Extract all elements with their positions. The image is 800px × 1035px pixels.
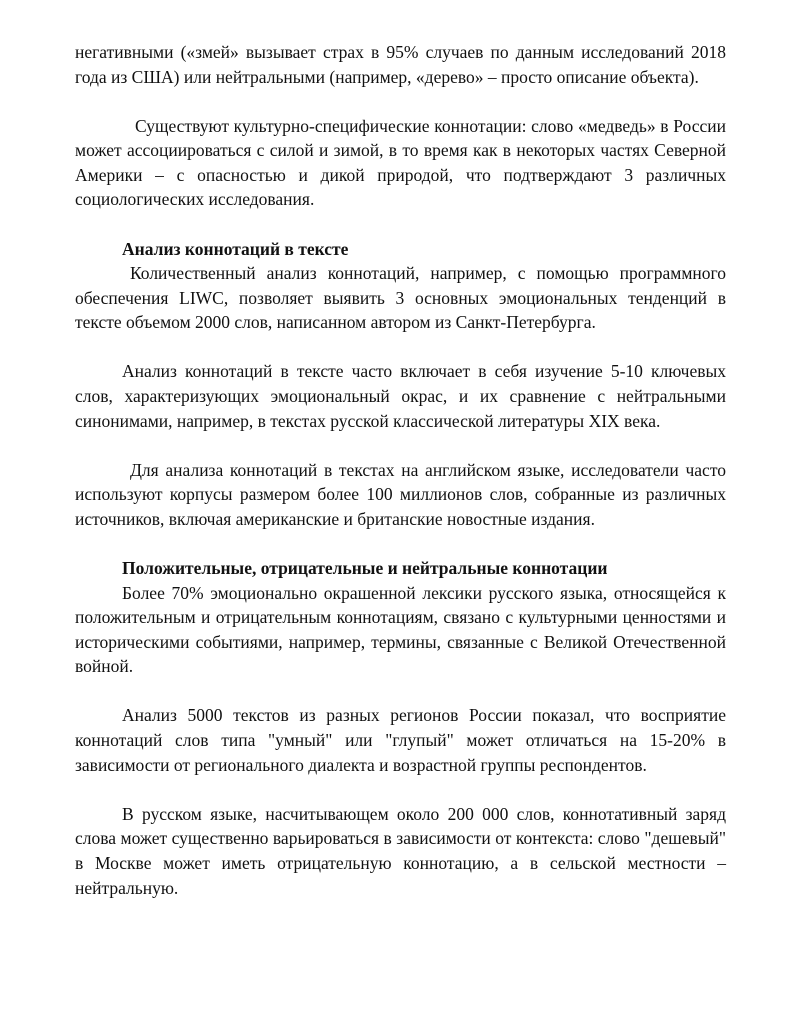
paragraph-continuation: негативными («змей» вызывает страх в 95% случаев по данным исследований 2018 года из США) или нейтральными (например, «дерево» – просто описание объекта).	[75, 42, 726, 87]
paragraph-cultural-connotations: Существуют культурно-специфические коннотации: слово «медведь» в России может ассоциироваться с силой и зимой, в то время как в некоторых частях Северной Америки – с опасностью и дикой природой, что подтверждают 3 различных социологических исследования.	[75, 115, 726, 210]
paragraph-liwc-analysis: Количественный анализ коннотаций, например, с помощью программного обеспечения LIWC, позволяет выявить 3 основных эмоциональных тенденций в тексте объемом 2000 слов, написанном автором из Санкт-Петербурга.	[75, 263, 726, 333]
paragraph-english-corpora: Для анализа коннотаций в текстах на английском языке, исследователи часто используют корпусы размером более 100 миллионов слов, собранные из различных источников, включая американские и британские новостные издания.	[75, 459, 726, 529]
section-heading-connotation-types: Положительные, отрицательные и нейтральные коннотации	[122, 558, 608, 578]
paragraph-regional-analysis: Анализ 5000 текстов из разных регионов России показал, что восприятие коннотаций слов типа "умный" или "глупый" может отличаться на 15-20% в зависимости от регионального диалекта и возрастной группы респондентов.	[75, 705, 726, 775]
paragraph-context-variation: В русском языке, насчитывающем около 200 000 слов, коннотативный заряд слова может существенно варьироваться в зависимости от контекста: слово "дешевый" в Москве может иметь отрицательную коннотацию, а в сельской местности – нейтральную.	[75, 803, 726, 898]
document-body	[75, 40, 726, 900]
paragraph-emotional-lexicon: Более 70% эмоционально окрашенной лексики русского языка, относящейся к положительным и отрицательным коннотациям, связано с культурными ценностями и историческими событиями, например, термины, связанные с Великой Отечественной войной.	[75, 582, 726, 677]
section-heading-text-analysis: Анализ коннотаций в тексте	[122, 238, 349, 259]
paragraph-keyword-study: Анализ коннотаций в тексте часто включает в себя изучение 5-10 ключевых слов, характеризующих эмоциональный окрас, и их сравнение с нейтральными синонимами, например, в текстах русской классической литературы XIX века.	[75, 361, 726, 431]
